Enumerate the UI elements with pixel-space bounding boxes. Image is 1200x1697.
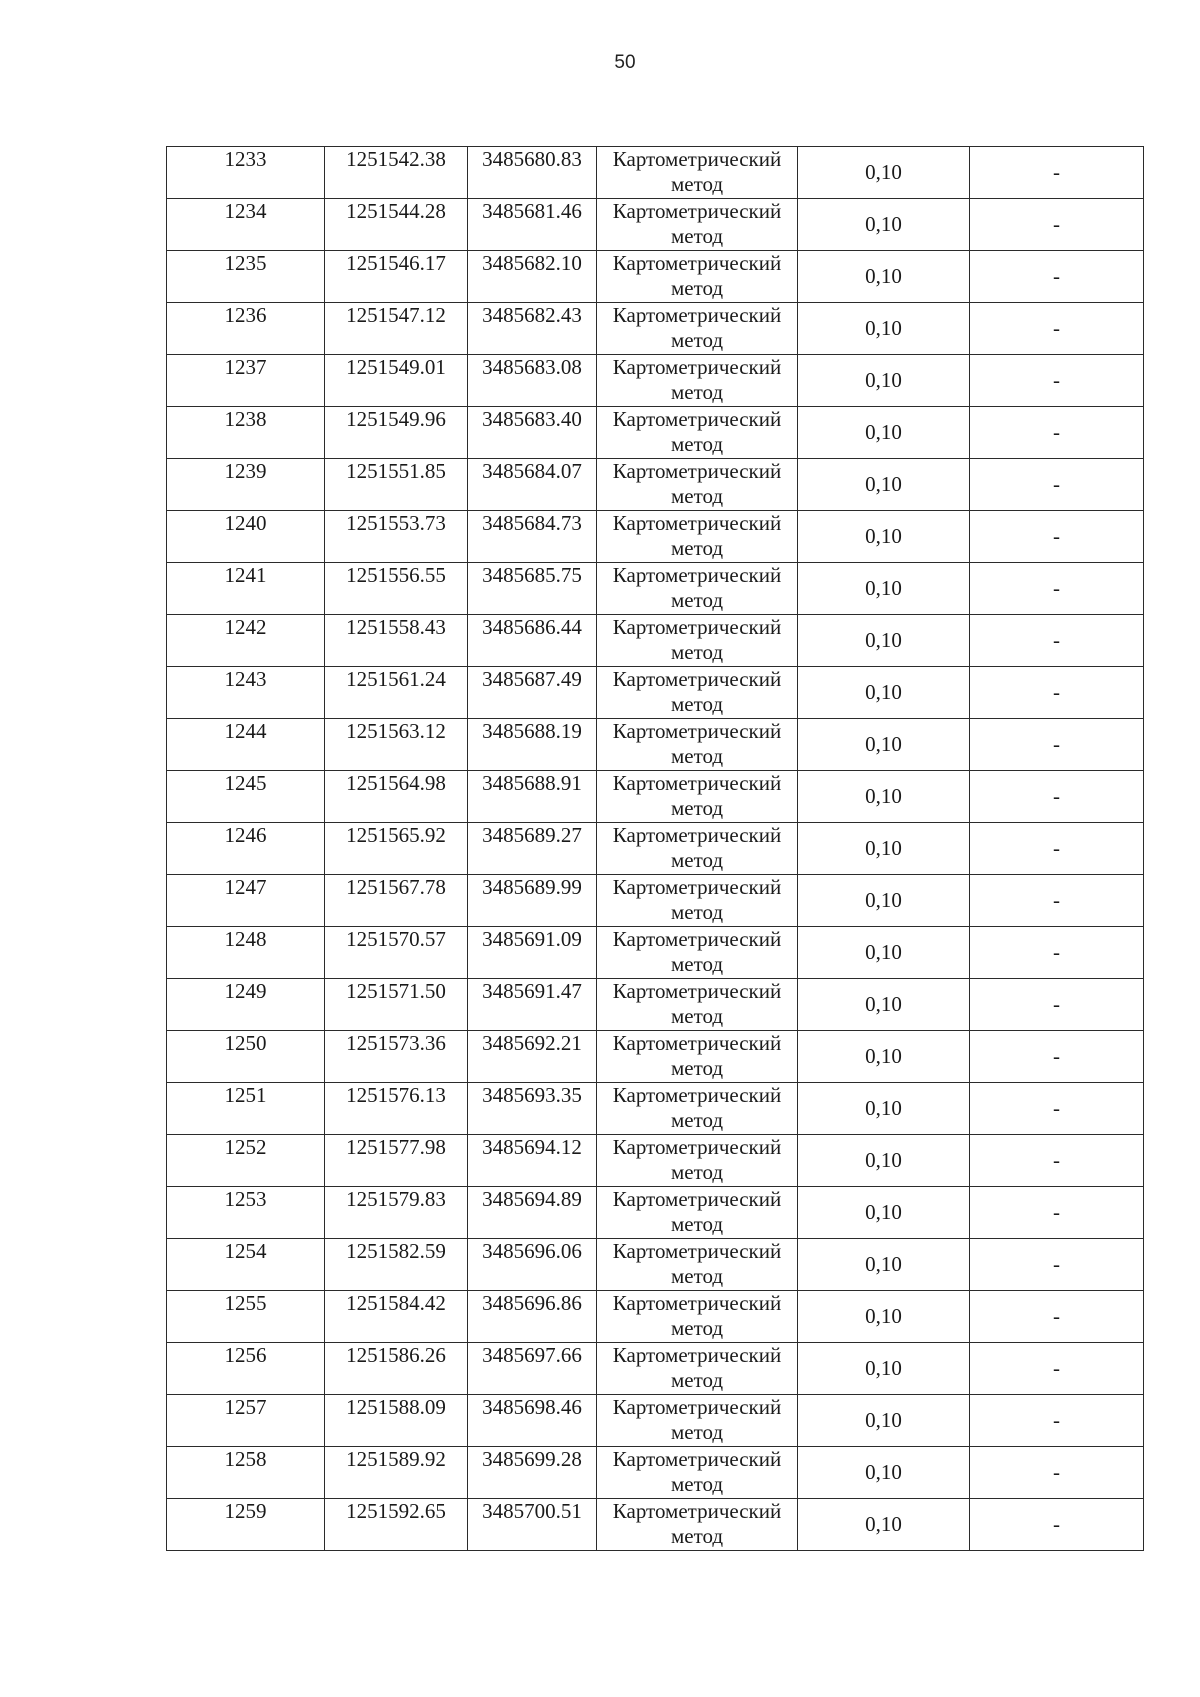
y-coordinate-cell: 3485693.35 bbox=[468, 1083, 597, 1135]
x-coordinate-cell: 1251571.50 bbox=[325, 979, 468, 1031]
method-cell bbox=[597, 563, 798, 615]
point-number-cell: 1236 bbox=[167, 303, 325, 355]
method-label-line2: метод bbox=[670, 588, 724, 612]
method-cell bbox=[597, 251, 798, 303]
point-number-cell: 1241 bbox=[167, 563, 325, 615]
point-number-cell: 1247 bbox=[167, 875, 325, 927]
method-cell bbox=[597, 1447, 798, 1499]
description-cell: - bbox=[970, 407, 1144, 459]
method-cell bbox=[597, 1031, 798, 1083]
y-coordinate-cell: 3485683.08 bbox=[468, 355, 597, 407]
method-cell bbox=[597, 1083, 798, 1135]
y-coordinate-cell: 3485700.51 bbox=[468, 1499, 597, 1551]
method-label-line2: метод bbox=[670, 952, 724, 976]
y-coordinate-cell: 3485697.66 bbox=[468, 1343, 597, 1395]
page-number: 50 bbox=[614, 52, 636, 73]
x-coordinate-cell: 1251561.24 bbox=[325, 667, 468, 719]
y-coordinate-cell: 3485699.28 bbox=[468, 1447, 597, 1499]
method-cell bbox=[597, 459, 798, 511]
method-cell bbox=[597, 199, 798, 251]
point-number-cell: 1253 bbox=[167, 1187, 325, 1239]
x-coordinate-cell: 1251579.83 bbox=[325, 1187, 468, 1239]
accuracy-cell: 0,10 bbox=[798, 1031, 970, 1083]
method-label-line1: Картометрический bbox=[612, 563, 782, 587]
accuracy-cell: 0,10 bbox=[798, 563, 970, 615]
method-label-line2: метод bbox=[670, 380, 724, 404]
table-row bbox=[167, 1031, 1144, 1083]
description-cell: - bbox=[970, 875, 1144, 927]
description-cell: - bbox=[970, 927, 1144, 979]
method-label-line1: Картометрический bbox=[612, 199, 782, 223]
accuracy-cell: 0,10 bbox=[798, 979, 970, 1031]
y-coordinate-cell: 3485696.06 bbox=[468, 1239, 597, 1291]
method-label-line2: метод bbox=[670, 1524, 724, 1548]
x-coordinate-cell: 1251576.13 bbox=[325, 1083, 468, 1135]
description-cell: - bbox=[970, 147, 1144, 199]
table-row bbox=[167, 251, 1144, 303]
point-number-cell: 1248 bbox=[167, 927, 325, 979]
method-label-line2: метод bbox=[670, 276, 724, 300]
method-label-line1: Картометрический bbox=[612, 407, 782, 431]
table-row bbox=[167, 1395, 1144, 1447]
table-row bbox=[167, 927, 1144, 979]
method-label-line1: Картометрический bbox=[612, 719, 782, 743]
x-coordinate-cell: 1251551.85 bbox=[325, 459, 468, 511]
table-row bbox=[167, 1499, 1144, 1551]
description-cell: - bbox=[970, 823, 1144, 875]
description-cell: - bbox=[970, 355, 1144, 407]
method-label-line1: Картометрический bbox=[612, 1499, 782, 1523]
point-number-cell: 1234 bbox=[167, 199, 325, 251]
method-label-line2: метод bbox=[670, 640, 724, 664]
method-label-line1: Картометрический bbox=[612, 251, 782, 275]
table-row bbox=[167, 875, 1144, 927]
accuracy-cell: 0,10 bbox=[798, 823, 970, 875]
description-cell: - bbox=[970, 511, 1144, 563]
method-label-line2: метод bbox=[670, 172, 724, 196]
table-row bbox=[167, 459, 1144, 511]
method-label-line1: Картометрический bbox=[612, 875, 782, 899]
method-label-line2: метод bbox=[670, 1316, 724, 1340]
method-cell bbox=[597, 1291, 798, 1343]
point-number-cell: 1246 bbox=[167, 823, 325, 875]
point-number-cell: 1243 bbox=[167, 667, 325, 719]
method-label-line2: метод bbox=[670, 432, 724, 456]
method-label-line1: Картометрический bbox=[612, 511, 782, 535]
accuracy-cell: 0,10 bbox=[798, 355, 970, 407]
x-coordinate-cell: 1251589.92 bbox=[325, 1447, 468, 1499]
point-number-cell: 1251 bbox=[167, 1083, 325, 1135]
table-row bbox=[167, 1135, 1144, 1187]
method-cell bbox=[597, 147, 798, 199]
accuracy-cell: 0,10 bbox=[798, 147, 970, 199]
table-row bbox=[167, 979, 1144, 1031]
y-coordinate-cell: 3485681.46 bbox=[468, 199, 597, 251]
x-coordinate-cell: 1251577.98 bbox=[325, 1135, 468, 1187]
method-cell bbox=[597, 1499, 798, 1551]
method-label-line1: Картометрический bbox=[612, 979, 782, 1003]
method-label-line2: метод bbox=[670, 484, 724, 508]
method-label-line1: Картометрический bbox=[612, 771, 782, 795]
method-label-line1: Картометрический bbox=[612, 1135, 782, 1159]
method-cell bbox=[597, 1187, 798, 1239]
point-number-cell: 1235 bbox=[167, 251, 325, 303]
point-number-cell: 1250 bbox=[167, 1031, 325, 1083]
y-coordinate-cell: 3485682.10 bbox=[468, 251, 597, 303]
method-label-line1: Картометрический bbox=[612, 823, 782, 847]
accuracy-cell: 0,10 bbox=[798, 1083, 970, 1135]
description-cell: - bbox=[970, 1499, 1144, 1551]
table-row bbox=[167, 563, 1144, 615]
method-cell bbox=[597, 667, 798, 719]
description-cell: - bbox=[970, 1343, 1144, 1395]
x-coordinate-cell: 1251586.26 bbox=[325, 1343, 468, 1395]
method-label-line1: Картометрический bbox=[612, 459, 782, 483]
point-number-cell: 1252 bbox=[167, 1135, 325, 1187]
y-coordinate-cell: 3485685.75 bbox=[468, 563, 597, 615]
method-label-line2: метод bbox=[670, 900, 724, 924]
description-cell: - bbox=[970, 1239, 1144, 1291]
x-coordinate-cell: 1251544.28 bbox=[325, 199, 468, 251]
coordinates-table bbox=[166, 146, 1144, 1551]
y-coordinate-cell: 3485687.49 bbox=[468, 667, 597, 719]
x-coordinate-cell: 1251570.57 bbox=[325, 927, 468, 979]
method-label-line2: метод bbox=[670, 1212, 724, 1236]
method-label-line2: метод bbox=[670, 328, 724, 352]
x-coordinate-cell: 1251549.96 bbox=[325, 407, 468, 459]
point-number-cell: 1244 bbox=[167, 719, 325, 771]
x-coordinate-cell: 1251547.12 bbox=[325, 303, 468, 355]
description-cell: - bbox=[970, 1031, 1144, 1083]
method-label-line1: Картометрический bbox=[612, 615, 782, 639]
accuracy-cell: 0,10 bbox=[798, 615, 970, 667]
accuracy-cell: 0,10 bbox=[798, 1499, 970, 1551]
table-row bbox=[167, 1187, 1144, 1239]
method-label-line2: метод bbox=[670, 536, 724, 560]
method-label-line2: метод bbox=[670, 1264, 724, 1288]
y-coordinate-cell: 3485694.89 bbox=[468, 1187, 597, 1239]
y-coordinate-cell: 3485688.19 bbox=[468, 719, 597, 771]
x-coordinate-cell: 1251546.17 bbox=[325, 251, 468, 303]
method-label-line2: метод bbox=[670, 224, 724, 248]
x-coordinate-cell: 1251567.78 bbox=[325, 875, 468, 927]
method-cell bbox=[597, 511, 798, 563]
point-number-cell: 1233 bbox=[167, 147, 325, 199]
method-cell bbox=[597, 615, 798, 667]
description-cell: - bbox=[970, 1447, 1144, 1499]
y-coordinate-cell: 3485694.12 bbox=[468, 1135, 597, 1187]
description-cell: - bbox=[970, 1135, 1144, 1187]
accuracy-cell: 0,10 bbox=[798, 1291, 970, 1343]
method-cell bbox=[597, 1135, 798, 1187]
point-number-cell: 1259 bbox=[167, 1499, 325, 1551]
method-cell bbox=[597, 979, 798, 1031]
method-cell bbox=[597, 1239, 798, 1291]
table-row bbox=[167, 303, 1144, 355]
point-number-cell: 1256 bbox=[167, 1343, 325, 1395]
accuracy-cell: 0,10 bbox=[798, 251, 970, 303]
method-cell bbox=[597, 1343, 798, 1395]
table-row bbox=[167, 1343, 1144, 1395]
y-coordinate-cell: 3485689.99 bbox=[468, 875, 597, 927]
point-number-cell: 1249 bbox=[167, 979, 325, 1031]
y-coordinate-cell: 3485691.09 bbox=[468, 927, 597, 979]
accuracy-cell: 0,10 bbox=[798, 875, 970, 927]
y-coordinate-cell: 3485683.40 bbox=[468, 407, 597, 459]
x-coordinate-cell: 1251542.38 bbox=[325, 147, 468, 199]
x-coordinate-cell: 1251558.43 bbox=[325, 615, 468, 667]
method-cell bbox=[597, 1395, 798, 1447]
table-row bbox=[167, 771, 1144, 823]
method-label-line1: Картометрический bbox=[612, 1239, 782, 1263]
table-row bbox=[167, 1447, 1144, 1499]
accuracy-cell: 0,10 bbox=[798, 407, 970, 459]
method-label-line2: метод bbox=[670, 1056, 724, 1080]
x-coordinate-cell: 1251584.42 bbox=[325, 1291, 468, 1343]
point-number-cell: 1254 bbox=[167, 1239, 325, 1291]
method-label-line1: Картометрический bbox=[612, 927, 782, 951]
description-cell: - bbox=[970, 251, 1144, 303]
table-row bbox=[167, 199, 1144, 251]
method-label-line1: Картометрический bbox=[612, 1447, 782, 1471]
method-cell bbox=[597, 355, 798, 407]
description-cell: - bbox=[970, 615, 1144, 667]
table-row bbox=[167, 615, 1144, 667]
description-cell: - bbox=[970, 771, 1144, 823]
y-coordinate-cell: 3485698.46 bbox=[468, 1395, 597, 1447]
accuracy-cell: 0,10 bbox=[798, 511, 970, 563]
method-cell bbox=[597, 927, 798, 979]
method-cell bbox=[597, 303, 798, 355]
x-coordinate-cell: 1251582.59 bbox=[325, 1239, 468, 1291]
table-row bbox=[167, 1239, 1144, 1291]
point-number-cell: 1237 bbox=[167, 355, 325, 407]
y-coordinate-cell: 3485684.73 bbox=[468, 511, 597, 563]
y-coordinate-cell: 3485686.44 bbox=[468, 615, 597, 667]
description-cell: - bbox=[970, 1083, 1144, 1135]
method-cell bbox=[597, 719, 798, 771]
point-number-cell: 1245 bbox=[167, 771, 325, 823]
method-label-line1: Картометрический bbox=[612, 1291, 782, 1315]
method-label-line2: метод bbox=[670, 744, 724, 768]
point-number-cell: 1239 bbox=[167, 459, 325, 511]
accuracy-cell: 0,10 bbox=[798, 199, 970, 251]
table-row bbox=[167, 719, 1144, 771]
accuracy-cell: 0,10 bbox=[798, 459, 970, 511]
accuracy-cell: 0,10 bbox=[798, 1447, 970, 1499]
accuracy-cell: 0,10 bbox=[798, 1343, 970, 1395]
table-row bbox=[167, 407, 1144, 459]
method-label-line1: Картометрический bbox=[612, 667, 782, 691]
accuracy-cell: 0,10 bbox=[798, 303, 970, 355]
table-row bbox=[167, 511, 1144, 563]
table-row bbox=[167, 1083, 1144, 1135]
description-cell: - bbox=[970, 459, 1144, 511]
table-body bbox=[167, 147, 1144, 1551]
accuracy-cell: 0,10 bbox=[798, 1187, 970, 1239]
description-cell: - bbox=[970, 667, 1144, 719]
x-coordinate-cell: 1251564.98 bbox=[325, 771, 468, 823]
table-row bbox=[167, 147, 1144, 199]
y-coordinate-cell: 3485692.21 bbox=[468, 1031, 597, 1083]
method-label-line2: метод bbox=[670, 1108, 724, 1132]
x-coordinate-cell: 1251556.55 bbox=[325, 563, 468, 615]
x-coordinate-cell: 1251553.73 bbox=[325, 511, 468, 563]
point-number-cell: 1258 bbox=[167, 1447, 325, 1499]
method-label-line2: метод bbox=[670, 1420, 724, 1444]
accuracy-cell: 0,10 bbox=[798, 1135, 970, 1187]
point-number-cell: 1257 bbox=[167, 1395, 325, 1447]
method-label-line2: метод bbox=[670, 1160, 724, 1184]
description-cell: - bbox=[970, 1291, 1144, 1343]
method-label-line1: Картометрический bbox=[612, 355, 782, 379]
method-label-line2: метод bbox=[670, 848, 724, 872]
y-coordinate-cell: 3485696.86 bbox=[468, 1291, 597, 1343]
y-coordinate-cell: 3485680.83 bbox=[468, 147, 597, 199]
method-cell bbox=[597, 823, 798, 875]
method-label-line1: Картометрический bbox=[612, 1395, 782, 1419]
method-label-line2: метод bbox=[670, 1368, 724, 1392]
method-cell bbox=[597, 771, 798, 823]
y-coordinate-cell: 3485691.47 bbox=[468, 979, 597, 1031]
y-coordinate-cell: 3485682.43 bbox=[468, 303, 597, 355]
accuracy-cell: 0,10 bbox=[798, 667, 970, 719]
accuracy-cell: 0,10 bbox=[798, 1239, 970, 1291]
table-row bbox=[167, 823, 1144, 875]
x-coordinate-cell: 1251592.65 bbox=[325, 1499, 468, 1551]
method-label-line1: Картометрический bbox=[612, 1187, 782, 1211]
point-number-cell: 1242 bbox=[167, 615, 325, 667]
table-row bbox=[167, 355, 1144, 407]
method-label-line1: Картометрический bbox=[612, 303, 782, 327]
y-coordinate-cell: 3485689.27 bbox=[468, 823, 597, 875]
method-label-line2: метод bbox=[670, 796, 724, 820]
point-number-cell: 1240 bbox=[167, 511, 325, 563]
method-label-line1: Картометрический bbox=[612, 1083, 782, 1107]
x-coordinate-cell: 1251549.01 bbox=[325, 355, 468, 407]
method-cell bbox=[597, 875, 798, 927]
method-label-line2: метод bbox=[670, 1004, 724, 1028]
description-cell: - bbox=[970, 563, 1144, 615]
accuracy-cell: 0,10 bbox=[798, 771, 970, 823]
description-cell: - bbox=[970, 199, 1144, 251]
accuracy-cell: 0,10 bbox=[798, 927, 970, 979]
x-coordinate-cell: 1251588.09 bbox=[325, 1395, 468, 1447]
description-cell: - bbox=[970, 719, 1144, 771]
point-number-cell: 1238 bbox=[167, 407, 325, 459]
accuracy-cell: 0,10 bbox=[798, 719, 970, 771]
table-row bbox=[167, 1291, 1144, 1343]
description-cell: - bbox=[970, 1187, 1144, 1239]
x-coordinate-cell: 1251573.36 bbox=[325, 1031, 468, 1083]
x-coordinate-cell: 1251563.12 bbox=[325, 719, 468, 771]
method-label-line1: Картометрический bbox=[612, 1343, 782, 1367]
description-cell: - bbox=[970, 979, 1144, 1031]
description-cell: - bbox=[970, 1395, 1144, 1447]
x-coordinate-cell: 1251565.92 bbox=[325, 823, 468, 875]
method-label-line1: Картометрический bbox=[612, 147, 782, 171]
method-cell bbox=[597, 407, 798, 459]
table-row bbox=[167, 667, 1144, 719]
method-label-line1: Картометрический bbox=[612, 1031, 782, 1055]
point-number-cell: 1255 bbox=[167, 1291, 325, 1343]
y-coordinate-cell: 3485684.07 bbox=[468, 459, 597, 511]
y-coordinate-cell: 3485688.91 bbox=[468, 771, 597, 823]
method-label-line2: метод bbox=[670, 1472, 724, 1496]
method-label-line2: метод bbox=[670, 692, 724, 716]
description-cell: - bbox=[970, 303, 1144, 355]
accuracy-cell: 0,10 bbox=[798, 1395, 970, 1447]
